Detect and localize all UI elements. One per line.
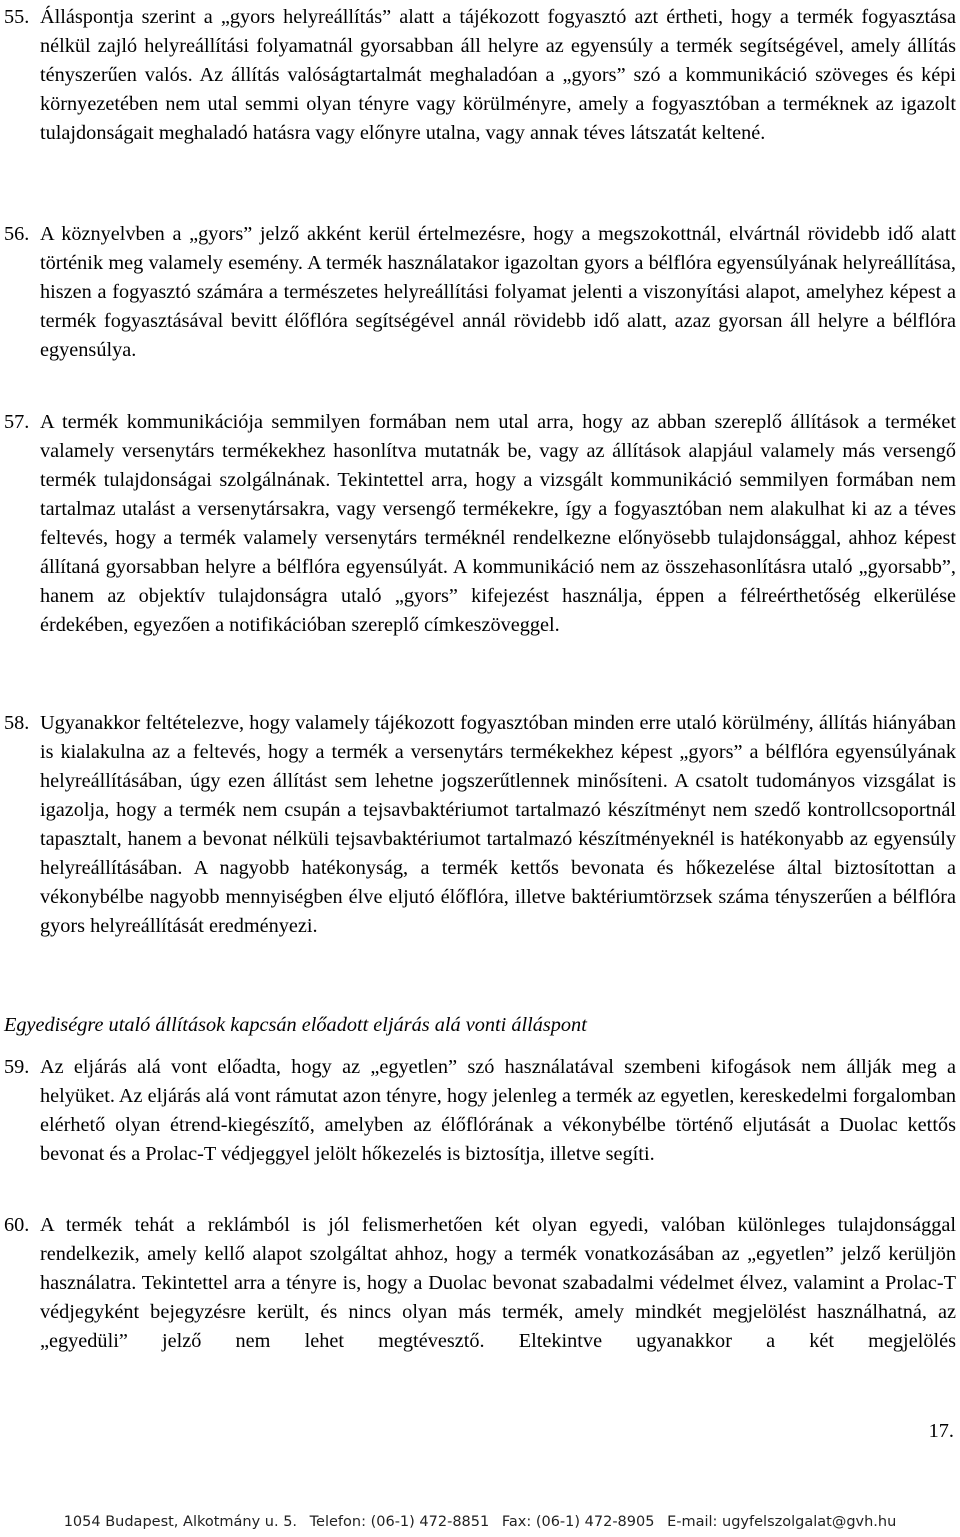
footer-fax: Fax: (06-1) 472-8905	[501, 1514, 655, 1530]
paragraph-text: Az eljárás alá vont előadta, hogy az „egyetlen” szó használatával szembeni kifogások nem állják meg a helyüket. Az eljárás alá vont rámutat azon tényre, hogy jelenleg a termék az egyetlen, kereskedelmi forgalomban elérhető olyan étrend-kiegészítő, amelyben az élőflórának a vékonybélbe történő eljutását a Duolac kettős bevonat és a Prolac-T védjeggyel jelölt hőkezelés is biztosítja, illetve segíti.	[40, 1056, 956, 1166]
paragraph-59	[4, 1053, 956, 1169]
paragraph-number: 60.	[4, 1214, 30, 1236]
paragraph-58	[4, 709, 956, 941]
paragraph-number: 57.	[4, 411, 30, 433]
paragraph-text: Álláspontja szerint a „gyors helyreállítás” alatt a tájékozott fogyasztó azt értheti, hogy a termék fogyasztása nélkül zajló helyreállítási folyamatnál gyorsabban áll helyre az egyensúly a termék segítségével, amely állítás tényszerűen valós. Az állítás valóságtartalmát meghaladóan a „gyors” szó a kommunikáció szöveges és képi környezetében nem utal semmi olyan tényre vagy körülményre, amely a fogyasztóban a terméknek az igazolt tulajdonságait meghaladó hatásra vagy előnyre utalna, vagy annak téves látszatát keltené.	[40, 6, 956, 145]
paragraph-number: 55.	[4, 6, 30, 28]
paragraph-text: A termék tehát a reklámból is jól felismerhetően két olyan egyedi, valóban különleges tulajdonsággal rendelkezik, amely kellő alapot szolgáltat ahhoz, hogy a termék vonatkozásában az „egyetlen” jelző kerüljön használatra. Tekintettel arra a tényre is, hogy a Duolac bevonat szabadalmi védelmet élvez, valamint a Prolac-T védjegyként bejegyzésre került, és nincs olyan más termék, amely mindkét megjelölést használhatná, az „egyedüli” jelző nem lehet megtévesztő. Eltekintve ugyanakkor a két megjelölés	[40, 1214, 956, 1353]
paragraph-number: 58.	[4, 712, 30, 734]
paragraph-number: 59.	[4, 1056, 30, 1078]
paragraph-number: 56.	[4, 223, 30, 245]
paragraph-60	[4, 1211, 956, 1356]
footer-phone: Telefon: (06-1) 472-8851	[309, 1514, 490, 1530]
paragraph-text: Ugyanakkor feltételezve, hogy valamely tájékozott fogyasztóban minden erre utaló körülmény, állítás hiányában is kialakulna az a feltevés, hogy a termék a versenytárs termékekhez képest „gyors” a bélflóra egyensúlyának helyreállításában, úgy ezen állítást sem lehetne jogszerűtlennek minősíteni. A csatolt tudományos vizsgálat is igazolja, hogy a termék nem csupán a tejsavbaktériumot tartalmazó készítményt nem szedő kontrollcsoportnál tapasztalt, hanem a bevonat nélküli tejsavbaktériumot tartalmazó készítményeknél is hatékonyabb az egyensúly helyreállításában. A nagyobb hatékonyság, a termék kettős bevonata és hőkezelése által biztosítottan a vékonybélbe nagyobb mennyiségben élve eljutó élőflóra, illetve baktériumtörzsek száma tényszerűen a bélflóra gyors helyreállítását eredményezi.	[40, 712, 956, 938]
paragraph-55	[4, 3, 956, 148]
paragraph-56	[4, 220, 956, 365]
paragraph-text: A termék kommunikációja semmilyen formában nem utal arra, hogy az abban szereplő állítások a terméket valamely versenytárs termékekhez hasonlítva mutatnák be, vagy az állítások alapjául valamely más versengő termék tulajdonságai szolgálnának. Tekintettel arra, hogy a vizsgált kommunikáció semmilyen formában nem tartalmaz utalást a versenytársakra, vagy versengő termékekre, így a fogyasztóban nem alakulhat ki az a téves feltevés, hogy a termék valamely versenytárs terméknél rendelkezne előnyösebb tulajdonsággal, ahhoz képest állítaná gyorsabban helyre a bélflóra egyensúlyát. A kommunikáció nem az összehasonlításra utaló „gyorsabb”, hanem az objektív tulajdonságra utaló „gyors” kifejezést használja, éppen a félreérthetőség elkerülése érdekében, egyezően a notifikációban szereplő címkeszöveggel.	[40, 411, 956, 637]
section-heading: Egyediségre utaló állítások kapcsán előadott eljárás alá vonti álláspont	[4, 1014, 587, 1036]
footer-address: 1054 Budapest, Alkotmány u. 5.	[63, 1514, 298, 1530]
paragraph-57	[4, 408, 956, 640]
page-footer	[0, 1511, 960, 1533]
footer-email: E-mail: ugyfelszolgalat@gvh.hu	[667, 1514, 897, 1530]
paragraph-text: A köznyelvben a „gyors” jelző akként kerül értelmezésre, hogy a megszokottnál, elvártnál rövidebb idő alatt történik meg valamely esemény. A termék használatakor igazoltan gyors a bélflóra egyensúlyának helyreállítása, hiszen a fogyasztó számára a természetes helyreállítási folyamat jelenti a viszonyítási alapot, amelyhez képest a termék fogyasztásával bevitt élőflóra segítségével annál rövidebb idő alatt, azaz gyorsan áll helyre a bélflóra egyensúlya.	[40, 223, 956, 362]
page-number: 17.	[928, 1420, 954, 1442]
